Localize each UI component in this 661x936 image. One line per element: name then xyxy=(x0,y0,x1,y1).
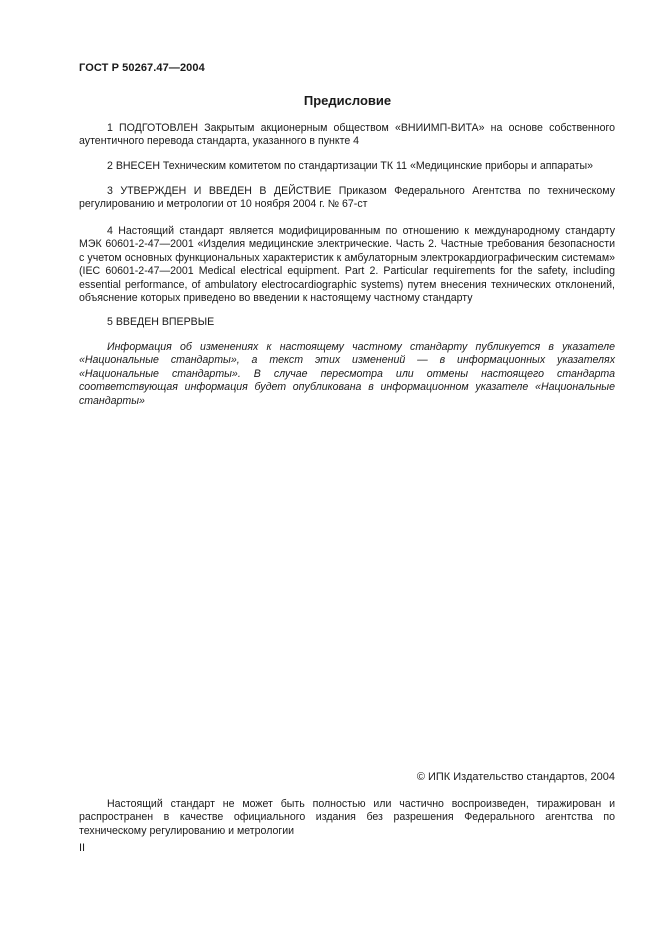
page-number: II xyxy=(79,842,86,854)
notice-paragraph: Информация об изменениях к настоящему частному стандарту публикуется в указателе «Национальные стандарты», а текст этих изменений — в информационных указателях «Национальные стандарты». В случае пересмотра или отмены настоящего стандарта соответствующая информация будет опубликована в информационном указателе «Национальные стандарты» xyxy=(79,341,615,407)
paragraph-2: 2 ВНЕСЕН Техническим комитетом по стандартизации ТК 11 «Медицинские приборы и аппараты» xyxy=(107,160,594,172)
paragraph-5: 5 ВВЕДЕН ВПЕРВЫЕ xyxy=(107,316,215,328)
standard-id-header: ГОСТ Р 50267.47—2004 xyxy=(79,62,205,74)
footer-notice: Настоящий стандарт не может быть полностью или частично воспроизведен, тиражирован и распространен в качестве официального издания без разрешения Федерального агентства по техническому регулированию и метрологии xyxy=(79,798,615,837)
paragraph-3: 3 УТВЕРЖДЕН И ВВЕДЕН В ДЕЙСТВИЕ Приказом Федерального Агентства по техническому регулированию и метрологии от 10 ноября 2004 г. № 67-ст xyxy=(79,185,615,211)
paragraph-1: 1 ПОДГОТОВЛЕН Закрытым акционерным обществом «ВНИИМП-ВИТА» на основе собственного аутентичного перевода стандарта, указанного в пункте 4 xyxy=(79,122,615,148)
page-title: Предисловие xyxy=(303,93,392,108)
paragraph-4: 4 Настоящий стандарт является модифицированным по отношению к международному стандарту МЭК 60601-2-47—2001 «Изделия медицинские электрические. Часть 2. Частные требования безопасности с учетом основных функциональных характеристик к амбулаторным электрокардиографическим системам» (IEC 60601-2-47—2001 Medical electrical equipment. Part 2. Particular requirements for the safety, including essential performance, of ambulatory electrocardiographic systems) путем внесения технических отклонений, объяснение которых приведено во введении к настоящему частному стандарту xyxy=(79,225,615,305)
copyright-line: © ИПК Издательство стандартов, 2004 xyxy=(416,771,615,783)
